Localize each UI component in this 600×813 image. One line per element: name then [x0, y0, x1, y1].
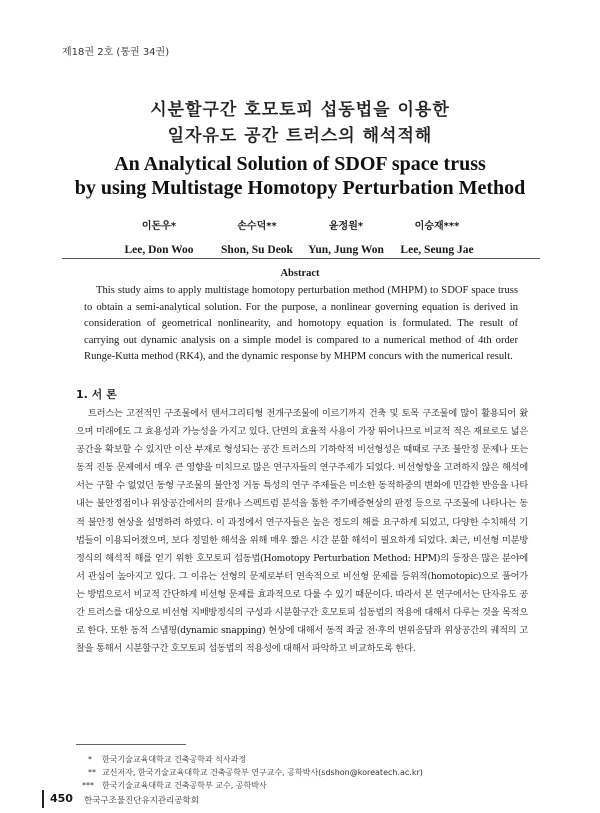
- footnote-2-text: 교신저자, 한국기술교육대학교 건축공학부 연구교수, 공학박사(sdshon@koreatech.ac.kr): [102, 768, 423, 777]
- title-korean-line-2: 일자유도 공간 트러스의 해석적해: [167, 126, 433, 146]
- journal-name: 한국구조물진단유지관리공학회: [84, 796, 199, 806]
- title-english-line-2: by using Multistage Homotopy Perturbation Method: [74, 177, 526, 199]
- footnote-3-text: 한국기술교육대학교 건축공학부 교수, 공학박사: [102, 781, 267, 790]
- footnote-2-mark: **: [88, 768, 96, 777]
- abstract-heading: Abstract: [280, 268, 320, 279]
- footnote-1: [88, 754, 528, 765]
- abstract-top-rule: [62, 258, 540, 259]
- running-header: 제18권 2호 (통권 34권): [62, 47, 170, 58]
- introduction-body: 트러스는 고전적인 구조물에서 텐서그리티형 전개구조물에 이르기까지 건축 및 토목 구조물에 많이 활용되어 왔으며 미래에도 그 효용성과 가능성을 가지고 있다. 단면의 효율적 사용이 가장 뛰어나므로 비교적 적은 재료로도 넓은 공간을 확보할 수 있지만 이산 부재로 형성되는 공간 트러스의 기하학적 비선형성은 때때로 구조 불안정 문제나 또는 동적 진동 문제에서 매우 큰 영향을 미치므로 많은 연구자들의 연구주제가 되었다. 비선형항을 고려하지 않은 해석에서는 구할 수 없었던 동형 구조물의 불안정 거동 특성의 연구 주제들은 미소한 동적하중의 변화에 민감한 반응을 나타내는 불안정점이나 위상공간에서의 끌개나 스펙트럼 분석을 통한 주기배증현상의 판정 등으로 구조물에 나타나는 동적 불안정 현상을 설명하려 하였다. 이 과정에서 연구자들은 높은 정도의 해를 요구하게 되었고, 다양한 수치해석 기법들이 이용되어졌으며, 보다 정밀한 해석을 위해 매우 짧은 시간 분할 해석이 필요하게 되었다. 최근, 비선형 미분방정식의 해석적 해를 얻기 위한 호모토피 섭동법(Homotopy Perturbation Method: HPM)의 등장은 많은 분야에서 관심이 높아지고 있다. 그 이유는 선형의 문제로부터 연속적으로 비선형 문제를 등위적(homotopic)으로 풀어가는 방법으로서 비교적 간단하게 비선형 문제를 효과적으로 다룰 수 있기 때문이다. 따라서 본 연구에서는 단자유도 공간 트러스를 대상으로 비선형 지배방정식의 구성과 시분할구간 호모토피 섭동법의 적용에 대해서 다루는 것을 목적으로 한다. 또한 동적 스냅핑(dynamic snapping) 현상에 대해서 동적 좌굴 전·후의 변위응답과 위상공간의 궤적의 고찰을 통해서 시분할구간 호모토피 섭동법의 적용성에 대해서 파악하고 비교하도록 한다.: [76, 408, 528, 655]
- author-2-name-en: Shon, Su Deok: [221, 244, 293, 256]
- footnote-3: [82, 780, 522, 791]
- author-1-name-ko: 이돈우*: [141, 221, 177, 232]
- author-3-name-en: Yun, Jung Won: [308, 244, 384, 256]
- title-korean-line-1: 시분할구간 호모토피 섭동법을 이용한: [150, 100, 450, 120]
- title-english-line-1: An Analytical Solution of SDOF space truss: [114, 153, 486, 175]
- footnote-1-mark: *: [88, 755, 92, 764]
- footnote-3-mark: ***: [82, 781, 94, 790]
- author-4-name-ko: 이승재***: [414, 221, 460, 232]
- author-1-name-en: Lee, Don Woo: [124, 244, 194, 256]
- page-number-bar: [42, 790, 44, 808]
- page-number: 450: [50, 792, 73, 805]
- section-heading: 1. 서 론: [76, 388, 117, 401]
- author-2-name-ko: 손수덕**: [237, 221, 277, 232]
- author-4-name-en: Lee, Seung Jae: [400, 244, 474, 256]
- author-4: [382, 217, 492, 256]
- footnote-rule: [76, 744, 186, 745]
- abstract-text: This study aims to apply multistage homotopy perturbation method (MHPM) to SDOF space truss to obtain a semi-analytical solution. For the purpose, a nonlinear governing equation is derived in consideration of geometrical nonlinearity, and homotopy equation is formulated. The result of carrying out dynamic analysis on a simple model is compared to a numerical method of 4th order Runge-Kutta method (RK4), and the dynamic response by MHPM concurs with the numerical result.: [84, 285, 518, 363]
- author-1: [104, 217, 214, 256]
- footnote-1-text: 한국기술교육대학교 건축공학과 석사과정: [102, 755, 247, 764]
- footnote-2: [88, 767, 528, 778]
- author-3-name-ko: 윤정원*: [328, 221, 364, 232]
